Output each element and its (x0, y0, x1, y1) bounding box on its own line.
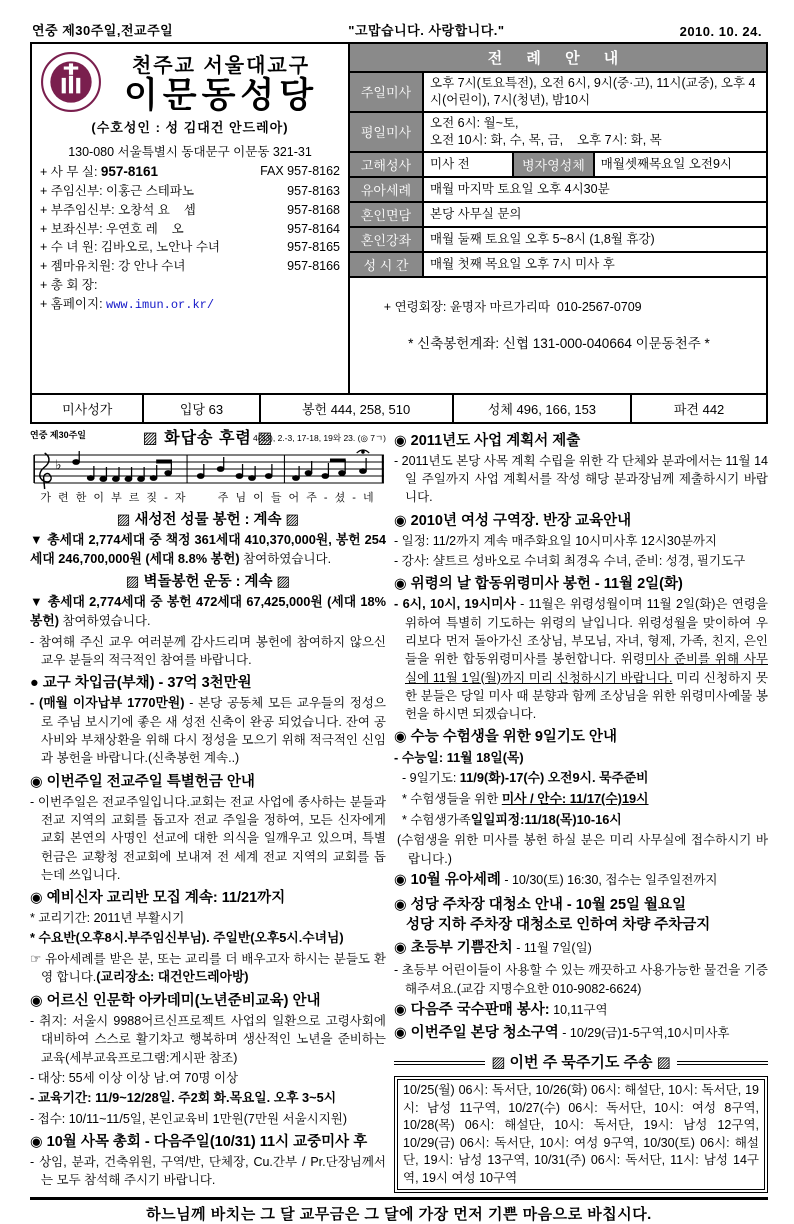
section-heading: ◉ 2010년 여성 구역장. 반장 교육안내 (394, 512, 632, 529)
contact-row: + 총 회 장: (40, 277, 98, 292)
paragraph: - 대상: 55세 이상 이상 남.여 70명 이상 (30, 1070, 239, 1085)
psalm-lyrics: 가 련 한 이 부 르 짖 - 자 주 님 이 들 어 주 - 셨 - 네 (40, 491, 376, 504)
rosary-schedule-text: 10/25(월) 06시: 독서단, 10/26(화) 06시: 해설단, 10시: 독서단, 19시: 남성 11구역, 10/27(수) 06시: 독서단, 10시: 여성 8구역, 10/28(목) 06시: 해설단, 10시: 독서단, 19시: 남성 12구역, 10/29(금) 06시: 독서단, 10시: 여성 9구역, 10/30(토) 06시: 해설단, 19시: 남성 13구역, 10/31(주) 06시: 독서단, 11시: 남성 14구역, 19시 여성 10구역 (397, 1079, 765, 1190)
top-bar (30, 20, 768, 42)
paragraph: * 수험생들을 위한 미사 / 안수: 11/17(수)19시 (402, 790, 649, 806)
contact-row: + 부주임신부: 오창석 요 셉 957-8168 (40, 202, 340, 217)
right-column (394, 427, 768, 1193)
left-column (30, 427, 386, 1193)
table-row-sunday-mass: 주일미사 오후 7시(토요특전), 오전 6시, 9시(중·고), 11시(교중), 오후 4시(어린이), 7시(청년), 밤10시 (350, 73, 766, 113)
paragraph: - 취지: 서울시 9988어르신프로젝트 사업의 일환으로 고령사회에 대비하여 스스로 활기차고 행복하며 생산적인 노년을 준비하는 교육(세부교육프로그램:게시판 참조) (30, 1014, 386, 1065)
paragraph: - 일정: 11/2까지 계속 매주화요일 10시미사후 12시30분까지 (394, 533, 718, 548)
header (30, 42, 768, 395)
liturgical-week: 연중 제30주일,전교주일 (32, 23, 174, 38)
contact-row: + 수 녀 원: 김바오로, 노안나 수녀 957-8165 (40, 240, 340, 255)
office-fax: FAX 957-8162 (260, 163, 340, 178)
section-heading: ◉ 어르신 인문학 아카데미(노년준비교육) 안내 (30, 993, 321, 1010)
section-heading: ● 교구 차입금(부채) - 37억 3천만원 (30, 675, 252, 692)
table-row-marriage-counsel: 혼인면담 본당 사무실 문의 (350, 203, 766, 228)
hymn-communion: 성체 496, 166, 153 (454, 395, 632, 422)
hymn-entrance: 입당 63 (144, 395, 260, 422)
paragraph: - 상임, 분과, 건축위원, 구역/반, 단체장, Cu.간부 / Pr.단장님께서는 모두 참석해 주시기 바랍니다. (30, 1155, 386, 1188)
paragraph: - 참여해 주신 교우 여러분께 감사드리며 봉헌에 참여하지 않으신 교우 분들의 적극적인 참여를 바랍니다. (30, 634, 386, 667)
paragraph: - (매월 이자납부 1770만원) - 본당 공동체 모든 교우들의 정성으로 주님 보시기에 좋은 새 성전 신축이 완공 되었습니다. 잔여 공사비와 부채상환을 위해 다시 정성을 모으기 위해 적극적인 신임과 봉헌을 바랍니다.(신축봉헌 계속..) (30, 695, 386, 766)
section-heading: ◉ 예비신자 교리반 모집 계속: 11/21까지 (30, 890, 286, 907)
hymn-offertory: 봉헌 444, 258, 510 (261, 395, 454, 422)
paragraph: ▼ 총세대 2,774세대 중 책정 361세대 410,370,000원, 봉헌 254세대 246,700,000원 (세대 8.8% 봉헌) 참여하였습니다. (30, 531, 386, 566)
diocese-title: 천주교 서울대교구 (131, 55, 311, 77)
section-heading: ◉ 성당 주차장 대청소 안내 - 10월 25일 월요일 (394, 896, 687, 913)
office-phone-row (40, 162, 340, 182)
psalm-reference: 4(33), 2.-3, 17-18, 19와 23. (◎ 7ㄱ) (253, 432, 386, 443)
section-heading: ◉ 10월 사목 총회 - 다음주일(10/31) 11시 교중미사 후 (30, 1134, 368, 1151)
patron-saint: (수호성인 : 성 김대건 안드레아) (91, 119, 289, 135)
rosary-box-title: ▨ 이번 주 묵주기도 주송 ▨ (394, 1052, 768, 1074)
building-fund-account: * 신축봉헌계좌: 신협 131-000-040664 이문동천주 * (408, 335, 710, 351)
paragraph: ◉ 초등부 기쁨잔치 - 11월 7일(일) (394, 940, 592, 957)
hymn-label: 미사성가 (32, 395, 144, 422)
homepage-row (40, 295, 340, 314)
paragraph: ▼ 총세대 2,774세대 중 봉헌 472세대 67,425,000원 (세대 18% 봉헌) 참여하였습니다. (30, 594, 386, 628)
church-logo-icon (40, 51, 102, 113)
table-row-marriage-class: 혼인강좌 매월 둘째 토요일 오후 5~8시 (1,8월 휴강) (350, 228, 766, 253)
paragraph: - 접수: 10/11~11/5일, 본인교육비 1만원(7만원 서울시지원) (30, 1111, 348, 1126)
liturgy-schedule-table (350, 42, 768, 395)
table-row-weekday-mass: 평일미사 오전 6시: 월~토, 오전 10시: 화, 수, 목, 금, 오후 7시: 화, 목 (350, 113, 766, 153)
paragraph: - 교육기간: 11/9~12/28일. 주2회 화.목요일. 오후 3~5시 (30, 1090, 337, 1106)
church-name: 이문동성당 (123, 76, 319, 115)
section-heading: ◉ 이번주일 전교주일 특별헌금 안내 (30, 773, 255, 790)
body-columns (30, 427, 768, 1193)
homepage-link[interactable]: www.imun.or.kr/ (106, 297, 215, 312)
contact-row: + 주임신부: 이홍근 스테파노 957-8163 (40, 184, 340, 198)
table-row-holy-hour: 성 시 간 매월 첫째 목요일 오후 7시 미사 후 (350, 253, 766, 278)
office-label: + 사 무 실: (40, 164, 98, 179)
homepage-label: + 홈페이지: (40, 296, 103, 311)
paragraph: - 강사: 샬트르 성바오로 수녀회 최경옥 수녀, 준비: 성경, 필기도구 (394, 553, 746, 568)
paragraph: - 이번주일은 전교주일입니다.교회는 전교 사업에 종사하는 분들과 전교 지역의 교회를 돕고자 전교 주일을 정하여, 모든 신자에게 교회 본연의 사명인 선교에 대한 의식을 일깨우고 있으며, 특별헌금은 교황청 전교회에 보내져 전 세계 전교 지역의 교회를 돕는데 쓰입니다. (30, 794, 386, 882)
church-info-box (30, 42, 350, 395)
paragraph: * 수요반(오후8시.부주임신부님). 주일반(오후5시.수녀님) (30, 930, 344, 946)
bulletin-date: 2010. 10. 24. (679, 24, 762, 39)
section-heading: ◉ 2011년도 사업 계획서 제출 (394, 432, 581, 449)
paragraph: * 교리기간: 2011년 부활시기 (30, 911, 185, 926)
contact-row: + 젬마유치원: 강 안나 수녀 957-8166 (40, 259, 340, 273)
table-row-infant-baptism: 유아세례 매월 마지막 토요일 오후 4시30분 (350, 178, 766, 203)
section-heading: ▨ 벽돌봉헌 운동 : 계속 ▨ (125, 574, 291, 591)
church-address: 130-080 서울특별시 동대문구 이문동 321-31 (68, 144, 312, 159)
paragraph: ◉ 10월 유아세례 - 10/30(토) 16:30, 접수는 일주일전까지 (394, 871, 718, 888)
section-heading: 성당 지하 주차장 대청소로 인하여 차량 주차금지 (406, 917, 711, 934)
liturgy-notes (350, 278, 766, 393)
table-row-confession: 고해성사 미사 전 병자영성체 매월셋째목요일 오전9시 (350, 153, 766, 178)
liturgy-table-title: 전 례 안 내 (350, 44, 766, 73)
paragraph: (수험생을 위한 미사를 봉헌 하실 분은 미리 사무실에 접수하시기 바랍니다.) (397, 833, 768, 866)
sick-communion-label: 병자영성체 (512, 153, 595, 176)
treble-clef-icon (40, 453, 51, 489)
paragraph: - 수능일: 11월 18일(목) (394, 749, 524, 765)
paragraph: ◉ 다음주 국수판매 봉사: 10,11구역 (394, 1001, 608, 1018)
responsorial-psalm-block (30, 427, 386, 506)
hymn-dismissal: 파견 442 (673, 401, 725, 417)
souls-society-note: + 연령회장: 윤명자 마르가리따 010-2567-0709 (383, 299, 642, 314)
paragraph: * 수험생가족일일피정:11/18(목)10-16시 (402, 811, 622, 827)
psalm-corner-note: 연중 제30주일 (30, 429, 86, 440)
flat-sign: ♭ (55, 456, 62, 472)
hymn-numbers-row (30, 395, 768, 424)
footer-message: 하느님께 바치는 그 달 교무금은 그 달에 가장 먼저 기쁜 마음으로 바칩시다. (30, 1197, 768, 1224)
paragraph: - 2011년도 본당 사목 계획 수립을 위한 각 단체와 분과에서는 11월 14일 주일까지 사업 계획서를 작성 해당 분과장님께 제출하시기 바랍니다. (394, 453, 768, 505)
paragraph: ◉ 이번주일 본당 청소구역 - 10/29(금)1-5구역,10시미사후 (394, 1025, 730, 1042)
office-phone: 957-8161 (100, 163, 158, 179)
psalm-title: ▨ 화답송 후렴 ▨ (142, 429, 274, 447)
weekly-motto: "고맙습니다. 사랑합니다." (348, 23, 505, 38)
paragraph: ☞ 유아세례를 받은 분, 또는 교리를 더 배우고자 하시는 분들도 환영 합니다.(교리장소: 대건안드레아방) (30, 952, 386, 985)
paragraph: - 6시, 10시, 19시미사 - 11월은 위령성월이며 11월 2일(화)은 연령을 위하여 특별히 기도하는 위령의 날입니다. 위령성월을 맞이하여 우리보다 먼저 돌아가신 조상님, 부모님, 자녀, 형제, 가족, 친지, 은인들을 위한 합동위령미사를 봉헌합니다. 위령미사 준비를 위해 사무실에 11월 1일(월)까지 미리 신청하시기 바랍니다. 미리 신청하지 못한 분들은 당일 미사 때 분향과 함께 조상님을 위한 위령미사예물 봉헌을 하시면 되겠습니다. (394, 596, 769, 722)
music-staff-icon (30, 447, 386, 493)
contact-row: + 보좌신부: 우연호 레 오 957-8164 (40, 221, 340, 236)
section-heading: ▨ 새성전 성물 봉헌 : 계속 ▨ (116, 511, 300, 528)
section-heading: ◉ 수능 수험생을 위한 9일기도 안내 (394, 729, 617, 746)
paragraph: - 9일기도: 11/9(화)-17(수) 오전9시. 묵주준비 (402, 770, 649, 786)
section-heading: ◉ 위령의 날 합동위령미사 봉헌 - 11월 2일(화) (394, 576, 683, 593)
paragraph: - 초등부 어린이들이 사용할 수 있는 깨끗하고 사용가능한 물건을 기증해주셔요.(교감 지명수요한 010-9082-6624) (394, 963, 768, 996)
